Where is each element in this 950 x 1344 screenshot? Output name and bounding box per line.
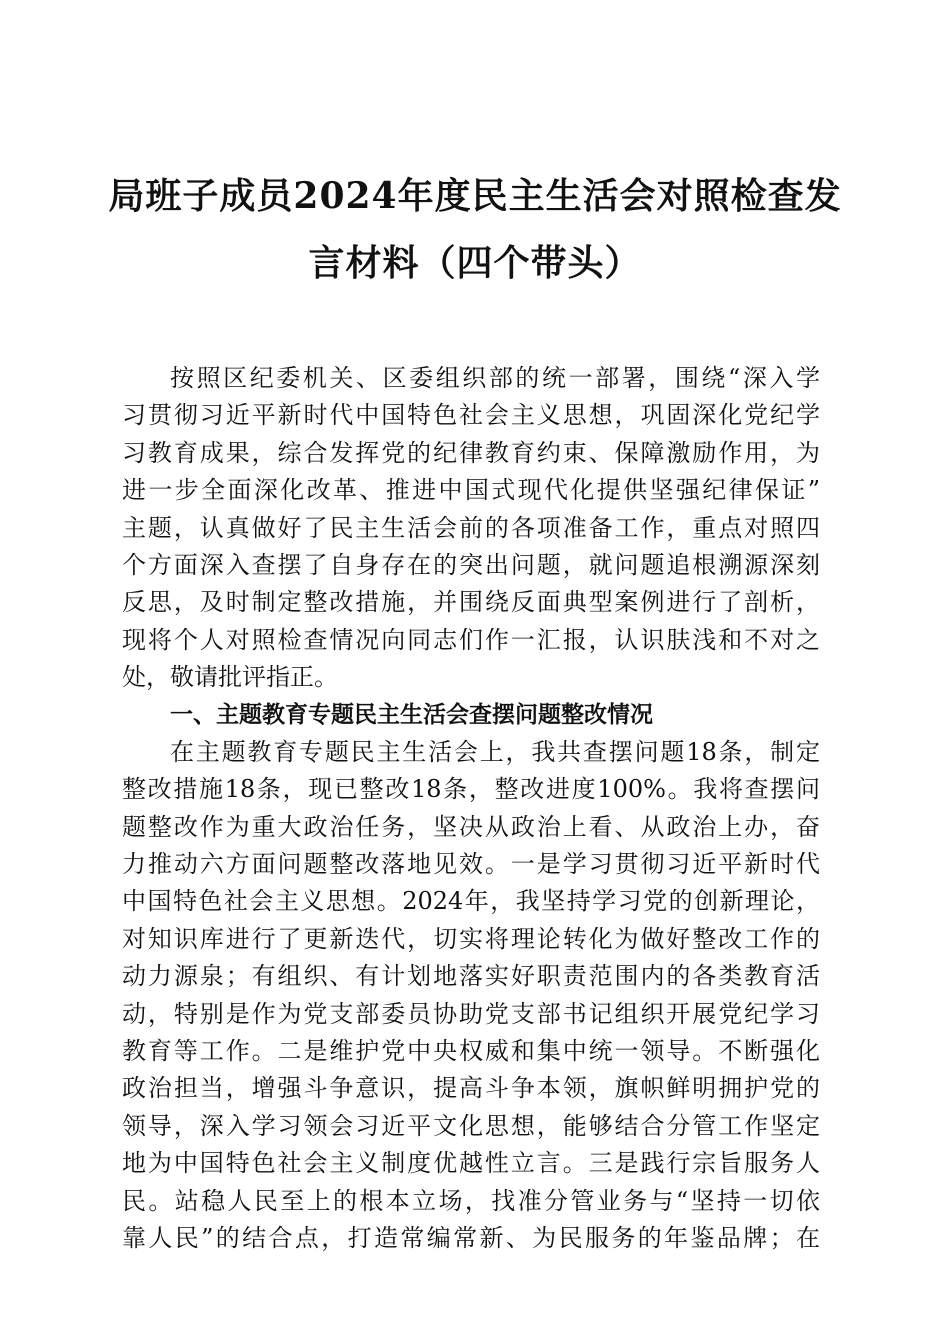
paragraph-2-line: 对知识库进行了更新迭代，切实将理论转化为做好整改工作的 [122, 924, 820, 953]
paragraph-2-line: 领导，深入学习领会习近平文化思想，能够结合分管工作坚定 [122, 1111, 820, 1140]
document-body [122, 360, 820, 1257]
paragraph-1-line: 现将个人对照检查情况向同志们作一汇报，认识肤浅和不对之 [122, 625, 820, 654]
paragraph-2-line: 靠人民”的结合点，打造常编常新、为民服务的年鉴品牌；在 [122, 1223, 820, 1252]
paragraph-1-line: 习教育成果，综合发挥党的纪律教育约束、保障激励作用，为 [122, 438, 820, 467]
paragraph-1-line: 进一步全面深化改革、推进中国式现代化提供坚强纪律保证” [122, 476, 820, 505]
paragraph-2-line: 动，特别是作为党支部委员协助党支部书记组织开展党纪学习 [122, 999, 820, 1028]
paragraph-1-line: 按照区纪委机关、区委组织部的统一部署，围绕“深入学 [170, 364, 820, 392]
paragraph-2-line: 地为中国特色社会主义制度优越性立言。三是践行宗旨服务人 [122, 1149, 820, 1178]
paragraph-2-line: 整改措施18条，现已整改18条，整改进度100%。我将查摆问 [122, 775, 820, 804]
document-title-line-2: 言材料（四个带头） [308, 242, 642, 284]
paragraph-1-line: 主题，认真做好了民主生活会前的各项准备工作，重点对照四 [122, 513, 820, 542]
paragraph-2-line: 教育等工作。二是维护党中央权威和集中统一领导。不断强化 [122, 1037, 820, 1066]
document-title-line-1: 局班子成员2024年度民主生活会对照检查发 [108, 175, 842, 217]
paragraph-2-line: 题整改作为重大政治任务，坚决从政治上看、从政治上办，奋 [122, 812, 820, 841]
paragraph-2-line: 民。站稳人民至上的根本立场，找准分管业务与“坚持一切依 [122, 1186, 820, 1215]
section-1-heading: 一、主题教育专题民主生活会查摆问题整改情况 [170, 701, 653, 728]
paragraph-1-line: 反思，及时制定整改措施，并围绕反面典型案例进行了剖析， [122, 588, 820, 617]
paragraph-2-line: 动力源泉；有组织、有计划地落实好职责范围内的各类教育活 [122, 962, 820, 991]
paragraph-2-line: 在主题教育专题民主生活会上，我共查摆问题18条，制定 [170, 737, 820, 766]
paragraph-1-line: 个方面深入查摆了自身存在的突出问题，就问题追根溯源深刻 [122, 550, 820, 579]
paragraph-1-line: 习贯彻习近平新时代中国特色社会主义思想，巩固深化党纪学 [122, 401, 820, 430]
paragraph-1-line: 处，敬请批评指正。 [122, 663, 338, 692]
paragraph-2-line: 政治担当，增强斗争意识，提高斗争本领，旗帜鲜明拥护党的 [122, 1074, 820, 1103]
paragraph-2-line: 力推动六方面问题整改落地见效。一是学习贯彻习近平新时代 [122, 850, 820, 879]
paragraph-2-line: 中国特色社会主义思想。2024年，我坚持学习党的创新理论， [122, 887, 820, 916]
